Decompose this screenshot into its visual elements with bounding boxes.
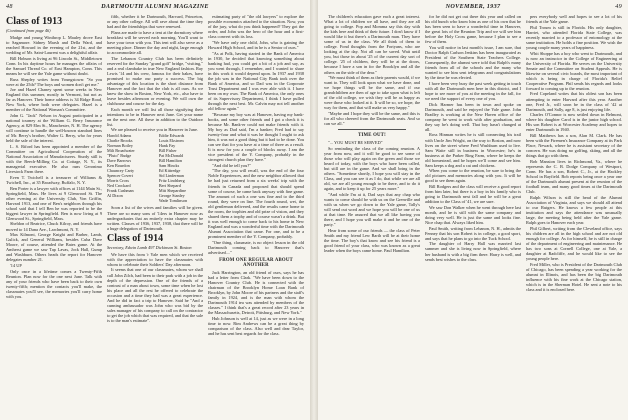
paragraph: "And while I'm at it, Dad says that any chap who wants to come should be with us on the Grenville and with us when we go down to the Yale game, Tally's will send out word and we hope you will be one of us at that time. Be assured that we all like having you there, and I hope you will make it and be one of the party." [324,191,420,228]
paragraph: The Lebanon Country Club has been definitely reserved for the Sunday "grand golf" bridge, "visiting," and a real clambake in true New England fashion. Ray Lewis '14 and his crew, famous for their bakes, have promised to make our party a success. The big advantage of this location is the short distance from Hanover and the fact that the club is all ours. As we knew the show in Boston, New York, etc., also have to leave besides afternoon or evening. We will own the clubhouse and course for the day. [107,55,203,106]
paragraph: Bill Hobson is living at 96 Lincoln St., Middletown Conn. In his daytime hours he manages the affairs of the Samuel Thread Co. of East Hampton, Conn. This means he will see the Yale game without doubt. [6,55,102,76]
paragraph: Ralph Wilson is still the head of the Alumni Association of Virginia, and says we should all attend to our Rutgers. He knows a few people at this institution and says the attendance was unusually large, the meeting being held after the Yale game. Ralph goes to Hanover each year. [526,194,622,226]
left-running-head [6,3,304,13]
paragraph: The daughter of Harry Hall was married last summer and she is living now in Springfield, where her husband is with a big firm there. Harry is well, and sends best wishes to the class. [425,241,521,262]
reunion-name: Ken Bourdon [107,163,130,169]
paragraph: "We must think of them as their parents would, if we want to. They will look upon what we have done, and we hope things will be the same, and if our grandchildren are then of age to take upon what is left of the old college, we wish they will be as happy as were those who looked at it. It will be so, we hope, the way for them, and that will make us very happy." [324,75,420,111]
paragraph: So reminding the class of the coming reunion. A year from now, and it will be good to see some of those who will play again on the green and those we heard of today, with the boys who have been called, but still are in the game. And we shall bring in the others. "Sometime shortly, I hope you will stay in the Class, and you can see it as I do, that while we are all old, we are all young enough to be there, and to do it again, and to keep it up for 25 years more." [324,145,420,192]
paragraph: "Because my boy was at Hanover, having my bank-books, and some other friends and I got a check it is because Mr. Bank-er could not make friends with it. My boy as Dad said, I'm a banker; Fred had to say twenty-four and what it was he thought I ought to ask him, it was not a good thing but it had to be done. You can see that for you have at a time of three as a result. It is now for you a couple of blocks away. I am the vice president of the Y. Company, probably in the strongest church plan they have." [208,111,304,163]
paragraph: You will notice in last month's issue, I am sure, that Doctor Ralph Carlson Jenkins has been inaugurated as President of the Southern State Teachers College. Consequently, the alumni were told that Ralph's many friends from all of the schools and the many who wanted to see him sent telegrams and congratulations by the time he was elected. [425,44,521,81]
right-page [318,0,628,420]
column-text [6,35,102,299]
paragraph: Bob Mansion lives in Richmond, Va., where he represents the C. B. Dodge Company of Westport, Conn. He has a son, Robert C., Jr., at the Hackley School in Bayfield. Bob reports being once a year one of the Dartmouth alumni present at the reunion of the football team, and many good times at the Dartmouth Club. [526,158,622,195]
paragraph: Soon a list of the wives and families will be given. There are so many sons of '14ers in Hanover now as undergraduates that an entirely extra chapter may be written. Classes of 1936, 1937, 1938, that there will be a huge delegation of Dartmouth. [107,205,203,231]
reunion-name: Bert Shepard [158,183,181,189]
reunion-name: Mitt Shepardine [158,188,186,194]
paragraph: When you come to the reunion, be sure to bring the old pictures and memories along with you. It will be good to see them again. [425,168,521,184]
reunion-name: Charlie Brooks [107,138,133,144]
paragraph: Each month we will list all those signifying their intentions to be in Hanover next June. Get your name on the next one. All these in addition to the Outdoor list. [107,106,203,127]
right-page-number: 49 [615,3,622,10]
column-text [107,252,203,323]
column-text [208,14,304,255]
left-column-3 [208,14,304,418]
paragraph: Bill Rodgers and the class will receive a good report from him later, but there is a boy in his family who is going to Dartmouth next fall and he will be a great addition to the Class of '41, we are sure. [425,184,521,205]
paragraph: Fred Miller, who is President of the Dartmouth Club of Chicago, has been spending a year working for the alumni in Illinois, and has been the big Dartmouth influence with his fine work at the Chicago station, which is in the Sherman Hotel. He sent a note to his class and it is enclosed here. [526,261,622,292]
reunion-name: Wade Tomlinson [158,198,188,204]
paragraph: "We have only one child, John, who is gaining the Howard High School, and in he is a Senior of ours." [208,39,304,50]
paragraph: Ben Porter is a lawyer with offices at 1144 Main St., Springfield, Mass. He lives at 9 Glenwood St. The other evening at the University Club, Von Griffin, Harvard 1913, and one of Ben's neighbors through his school said that I tell Ben he was reported to be the biggest lawyer in Springfield. Ben is now living at 9 Glenwood St., Springfield, Mass. [6,185,102,221]
paragraph: for he did not get out there this year and called on his old bunch who know him as one of his own that he has been seen to have a wonderful time in Hanover, the great lots of the Reunion Trip and we will see him before the Holy Cross game, because I plan to see a few of them. [425,14,521,45]
reunion-name: Hank Fay [158,143,176,149]
paragraph: fifth, whether it be Dartmouth, Harvard, Princeton, or any other college. All will rave about the time they had and the friendships that were renewed. [107,14,203,30]
paragraph: Russ Shepley writes from Youngstown: "So you were at the 25th? The boys and women don't get me." [6,76,102,87]
left-column-1 [6,14,102,418]
section-rule [338,129,406,130]
paragraph: Paul Smith, writing from Lebanon, N. H., admits the Fenney that his son Robert is in college, a good sport, and says that he plans to go into the Tuck School. [425,225,521,241]
reunion-name: Harold Adams [107,133,132,139]
reunion-name: Dave Barrows [107,158,132,164]
paragraph: L. S. Riford has been appointed a member of the Committee on Agricultural Cooperation of the National Association of Manufacturers. Sturdy still is with the Beech-Milling Co. at Cottage, N. Y., its managerial executive. He also runs Geronimo Livestock Farm there. [6,144,102,175]
paragraph: "Maybe and I hope they will be the same, and this is for all who cheered from the Dartmouth seats. And so can we all." [324,111,420,127]
paragraph: estimating party of "the old lawyers" to explore the possible economics attached to the situation. Now, you of the jury, what do you think happened? They got the order, and John was the hero of the hour and a first-class convert with its loss. [208,14,304,40]
class-heading-1914: Class of 1914 [107,232,164,244]
reunion-name: Morris Cross [107,178,129,184]
class-subheading: Secretary, Edwin Lamb 497 Dickinson St. Boston [107,244,192,250]
paragraph: Dick Harmer has been in town and spoke on Dartmouth, and said he enjoyed the Yale game. John Bradley is working at the New Haven office of the company he went to work with after graduation, and they say he's doing well. That boy hasn't changed at all. [425,101,521,132]
class-subheading: (Continued from page 46) [6,28,51,33]
column-text [107,14,203,132]
reunion-name: Sid Linderman [158,173,184,179]
paragraph: Hub Johnson is well at 14, just as we were in a long time to now. Rim Andrews can be a great thing by comparison of the class. Also well and dear Taylor, and he has sent best regards for the class. [208,315,304,337]
paragraph: It seems that one of our classmates, whom we shall call John Zilch, had been to their park with a job in the depth of the depression. One of the friends of a contrast of a man about town, some time when he lost his place and all the rest he offered to celebrate the occasion and a time they had was a great experience. And he did in fact a trip to Hanover. Said he "And a cunning ambassador was John who was bid by the sales manager of his company to call on the contractor to get the job which that was required, and that the sale is to the man's estimate". [107,267,203,323]
reunion-name: Bill Fisher [158,148,177,154]
reunion-name: Milt Broadwater [107,148,135,154]
section-heading: TIME OUT! [358,133,386,139]
reunion-name: Fritz Lindsberg [158,178,185,184]
name-list-left [107,133,151,203]
name-list-right [159,133,203,203]
right-running-head [324,3,622,13]
reunion-name-list [107,133,203,203]
column-text [526,14,622,292]
paragraph: We saw Don Walker when he went through here last month, and he is still with the same company and doing very well. He is just the same and looks fine. Nice chap that. Always liked him. [425,204,521,226]
left-column-2 [107,14,203,418]
column-text [425,14,521,262]
class-heading-1913: Class of 1913 [6,16,63,27]
paragraph: We have this from 'r Yale men which we received with the appreciation to have the classmates with whom to celebrate their Soldiers' Day afternoon. [107,251,203,267]
reunion-name: Frank Cushman [107,188,134,194]
reunion-name: Pat McDonald [158,153,184,159]
paragraph: Phil Troum is still in Florida. His only daughter, Harriet, who attended Florida State College, was recently married to a professor of entomology at the same institution. He holds a fine position. We wish the young couple many years of happiness. [526,24,622,50]
reunion-name: George Stanley [158,193,185,199]
column-text [208,270,304,336]
right-column-3 [526,14,622,418]
reunion-name: Bill Hamilton [158,158,182,164]
paragraph: I have been very busy the past week getting in touch with all the Dartmouth men here in this district, and I hope to see more of you at the meeting in the fall, for we need the support of every one of you. [425,80,521,101]
paragraph: Plans are made to have a tent at the dormitory where breakfast will be served each morning. You'll want to have your town with you. This tent will also serve as a meeting place. Dinner the day and night, large enough to accommodate all. [107,29,203,55]
paragraph: Whit Shoppe has a boy who went to Dartmouth, and is now an instructor in the College of Engineering at the University of Florida. He serves on the University Senate and the Committee on Student Appeals. He is likewise on several civic boards, the most important of which is being in charge of Florida's Relief Cooperative Program. Phil sends his regards and looks forward to coming up to the reunion. [526,50,622,91]
paragraph: Only once in a lifetime comes a Twenty-Fifth Reunion. Plan now for the one next June. Talk with any of your friends who have been back to their own twenty-fifth; mention the contacts you'll make, the classmates you'll see, the memories you'll carry home with you. [6,268,102,299]
paragraph: "And did he tell you?" [212,162,252,168]
paragraph: Fred Copeland writes that his oldest son has been attempting to enter Harvard after this year. Another one, Fred Jr., will soon be in the class of '42 at Dartmouth, and Sally, age 8, is just enjoying life. [526,91,622,112]
paragraph: Phil Gilbert, writing from the Cleveland office, says his children are all in the high school and are not old enough for college. As for himself, he is still in charge of the department of engineering and maintenance. He has two sons at Cornell College, one at Yale, a daughter at Radcliffe, and he would like to see the young people here. [526,225,622,261]
paragraph: Jack Harrington, an old friend of ours, says he has had a letter from Clark. "We have been down to the Hanover Country Club. He is connected with the chairman of the Brooklyn Home Loan Bank of Brooklyn, by John Moore of his partners and the staff's family in 1924, and is the man with whom the Dartmouth 1914 tea was attended by members of the classes." I think that's a great record after 23 years in the Massachusetts, Detroit, Pittsburg, and New York." [208,269,304,316]
paragraph: John G. "Jack" Nelson in August participated in a national tourney at the William G. Berry Insurance Agency, at 829 Elm St., Manchester, N. H. The agency will continue to handle the well-known standard lines of Mr. Berry's brother, Walter G. Berry, who for years held the sale of the interest. [6,113,102,144]
paragraph: pers everybody well and hopes to see a lot of his friends at the Yale game. [526,14,622,25]
reunion-name: Chauncey Carty [107,168,135,174]
paragraph: Max Kilmont, George Knight and Barber, Lamb, Gulick, and General Williams, besides Cuba Dave Moore, of course, attended the Bates game. At the Amherst game we saw Tap Lavas, Jock Hall, Gump and Washburn. Others heads the report for Hanover delegates number 21. [6,232,102,263]
paragraph: "... YOU MUST BE SERVED" [328,140,383,146]
right-column-1 [324,14,420,418]
right-column-2 [425,14,521,418]
reunion-name: Ned Crockard [107,183,131,189]
paragraph: We are pleased to receive you in Hanover in June. [111,127,198,133]
paragraph: Madge and young Winthrop L. Mauley drove East to Sagamore. Sidney Marsh and Della Ward, and reached Howard in the evening of the 21st, and the wedding of Mr. Saint-Laurent was a delightful affair. [6,35,102,56]
paragraph: Joe and Hazel Chaney spent some weeks in New England this summer, mostly in Vermont, but not as far as Hanover. Their home address is 34 Ridge Road, New York, where both were delegates. Hazel is a member of the National Woman's Committee. [6,87,102,113]
left-magazine-title: DARTMOUTH ALUMNI MAGAZINE [101,3,209,10]
paragraph: "The day, you will recall, was the end of the four Noble Experiences, and the new neighbor allowed that he had just returned from a six weeks' trip with the friends in Canada and proposed that should spend some of course, he came back anyway with fine game. The amount of such a one was fine and to the third round, they were on line. The fourth round, wet, the old gentleman delivered, and the results came home to the room, the trophies and old prize of vision, and they shared them a trophy and of course wasn't a drink. But it was well enough to come back to his home in New England and was a wonderful time with the Dartmouth Alumni Association that came. For one, and to be a prominent member of the Y. Company, probably. [208,168,304,239]
reunion-name: Al Dixon [107,193,123,199]
paragraph: Charles O'Connor is now settled down in Belmont, where his daughter Carol is in the junior high school. His son Robert is at Worcester Academy and hopes to enter Dartmouth in 1940. [526,112,622,133]
reunion-name: Ed Kittredge [158,168,181,174]
paragraph: Ross Hinman writes he is still connecting his trail with Uncle Jim Wright, on the way to Boston, and now lives on the street where Fred Washburn used to live. Sam Waite still in business in Worcester; he's in business at the Parker Ring Farm, where he keeps the old homestead, and he hopes we'll come and see him. Sam keeps a dog and a cat and chickens. [425,132,521,168]
reunion-name: "Pluto" Budge [107,153,132,159]
paragraph: Sheldon of Beatrice, Chuck Kilroy, and friends have moved to 14 Dana Ave., Larchmont, N. Y. [6,221,102,232]
right-issue-title: NOVEMBER, 1937 [445,3,501,10]
page-gutter [310,0,318,420]
paragraph: Hear from some of our friends — the class of Peter Smith and my friend Lew Barth will be at their home the time. The boy's that know and see his friend is a good friend of your class, who was known as a great leader when the boys came home. Paul Hamilton. [324,227,420,254]
paragraph: Even T. Twichell is a treasurer of Williams & Twichell, Inc., at 35 Broadway, Buffalo, N. Y. [6,174,102,185]
left-page [0,0,310,420]
paragraph: The children's education gave each a great interest. What a lot of children we all have, and they are all going to college. Pop and Momma say this day with the kids here and think of their future. I don't know if I would like it but there's a Dartmouth man. They have some of us in the class. We all think of them to college. Fond thoughts from the Fortyans, who are looking at the day. Not all can be saved. Wait until you, but those in about '25 of the current day sort of college. '25 of children, they will be at the doors, because I have a son in for the Brooklyn and all the others on the side of the dear." [324,14,420,75]
reunion-name: Eddie Edwards [158,133,185,139]
paragraph: Bill Matthews has a son, Alan M. Clark. He has been with the Firemen's Insurance Company at its Park Place, Newark, where he is assistant secretary of the concern. He was doing no golfing, skiing, and all the things that go with them. [526,133,622,159]
section-heading: FROM ONE REGULAR ABOUT ANOTHER [219,257,293,268]
reunion-name: Spencer Covert [107,173,133,179]
reunion-name: Norman Boiley [107,143,133,149]
column-text [324,14,420,126]
column-text [324,140,420,253]
paragraph: "One thing, classmate, is no object lesson in the old Dartmouth coming back to Hanover that's advertised...." [208,239,304,255]
reunion-name: Louis Ekstrom [158,138,184,144]
paragraph: '14 UP [10,263,22,269]
reunion-name: Sam Hincks [158,163,180,169]
left-page-number: 48 [6,3,13,10]
paragraph: "As at Polk, having started in the Bank of America in 1930, he decided that knowing something about banking had, you could get a bit of a job and say, as you went through, I remember, and I wanted to share in this work it would depend upon. In 1937 and 1938 the job was in the National City Bank took over the Bank of America, and so Dad was in the Corporate Trust Department and I was ever able with it. I have been on my own. The Bank of America, the only ones of its Supervisory Department, I think I have pulled through the next best. Mr. Calvin may not tell another old fellow again." [208,50,304,112]
